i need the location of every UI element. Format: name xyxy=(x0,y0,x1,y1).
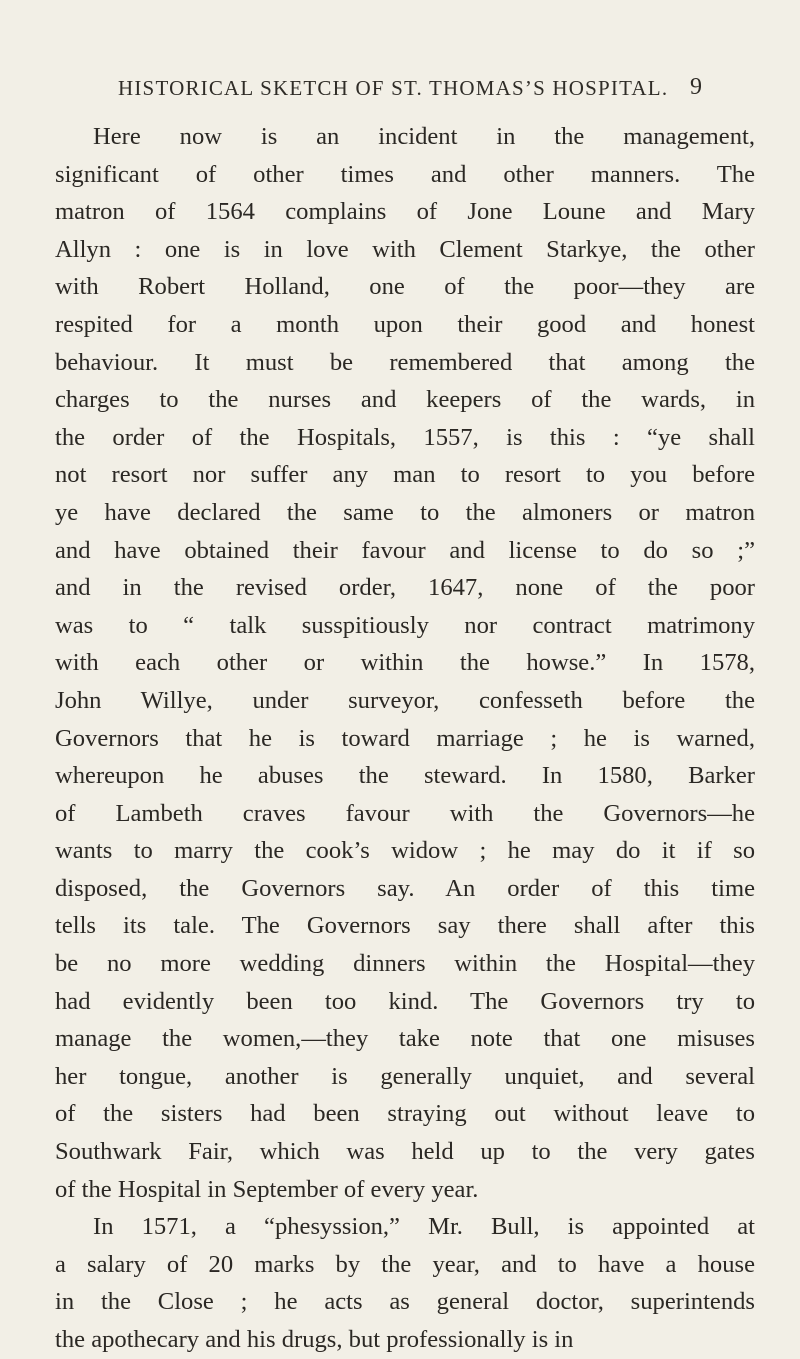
page-number: 9 xyxy=(690,74,702,100)
running-title: HISTORICAL SKETCH OF ST. THOMAS’S HOSPITAL. xyxy=(118,76,669,100)
text-line: her tongue, another is generally unquiet, and several xyxy=(55,1062,755,1090)
text-line: was to “ talk susspitiously nor contract matrimony xyxy=(55,611,755,639)
text-line: with each other or within the howse.” In 1578, xyxy=(55,649,755,677)
text-line: be no more wedding dinners within the Hospital—they xyxy=(55,950,755,978)
text-line: whereupon he abuses the steward. In 1580, Barker xyxy=(55,762,755,790)
paragraph xyxy=(55,118,755,1208)
text-line: the apothecary and his drugs, but professionally is in xyxy=(55,1326,574,1353)
text-line: Southwark Fair, which was held up to the very gates xyxy=(55,1138,755,1166)
text-line: behaviour. It must be remembered that among the xyxy=(55,348,755,376)
text-line: of the Hospital in September of every year. xyxy=(55,1175,479,1203)
text-line: in the Close ; he acts as general doctor, superintends xyxy=(55,1288,755,1316)
text-line: matron of 1564 complains of Jone Loune and Mary xyxy=(55,198,755,226)
text-line: of Lambeth craves favour with the Governors—he xyxy=(55,799,755,827)
text-line: Governors that he is toward marriage ; he is warned, xyxy=(55,724,755,752)
text-line: Here now is an incident in the management, xyxy=(93,123,755,150)
text-line: John Willye, under surveyor, confesseth before the xyxy=(55,686,755,714)
text-line: Allyn : one is in love with Clement Starkye, the other xyxy=(55,235,755,263)
text-line: tells its tale. The Governors say there shall after this xyxy=(55,912,755,940)
text-line: not resort nor suffer any man to resort to you before xyxy=(55,461,755,489)
text-line: significant of other times and other manners. The xyxy=(55,160,755,188)
body-text xyxy=(55,118,755,1359)
text-line: the order of the Hospitals, 1557, is this : “ye shall xyxy=(55,423,755,451)
text-line: and have obtained their favour and license to do so ;” xyxy=(55,536,755,564)
text-line: had evidently been too kind. The Governors try to xyxy=(55,987,755,1015)
text-line: In 1571, a “phesyssion,” Mr. Bull, is appointed at xyxy=(93,1213,755,1241)
text-line: respited for a month upon their good and honest xyxy=(55,310,755,338)
text-line: manage the women,—they take note that one misuses xyxy=(55,1025,755,1053)
text-line: with Robert Holland, one of the poor—they are xyxy=(55,273,755,301)
text-line: ye have declared the same to the almoners or matron xyxy=(55,498,755,526)
text-line: wants to marry the cook’s widow ; he may do it if so xyxy=(55,837,755,865)
text-line: disposed, the Governors say. An order of this time xyxy=(55,874,755,902)
text-line: of the sisters had been straying out without leave to xyxy=(55,1100,755,1128)
running-head xyxy=(118,76,702,106)
text-line: a salary of 20 marks by the year, and to have a house xyxy=(55,1250,755,1278)
text-line: charges to the nurses and keepers of the wards, in xyxy=(55,386,755,414)
paragraph xyxy=(55,1208,755,1358)
text-line: and in the revised order, 1647, none of the poor xyxy=(55,574,755,602)
